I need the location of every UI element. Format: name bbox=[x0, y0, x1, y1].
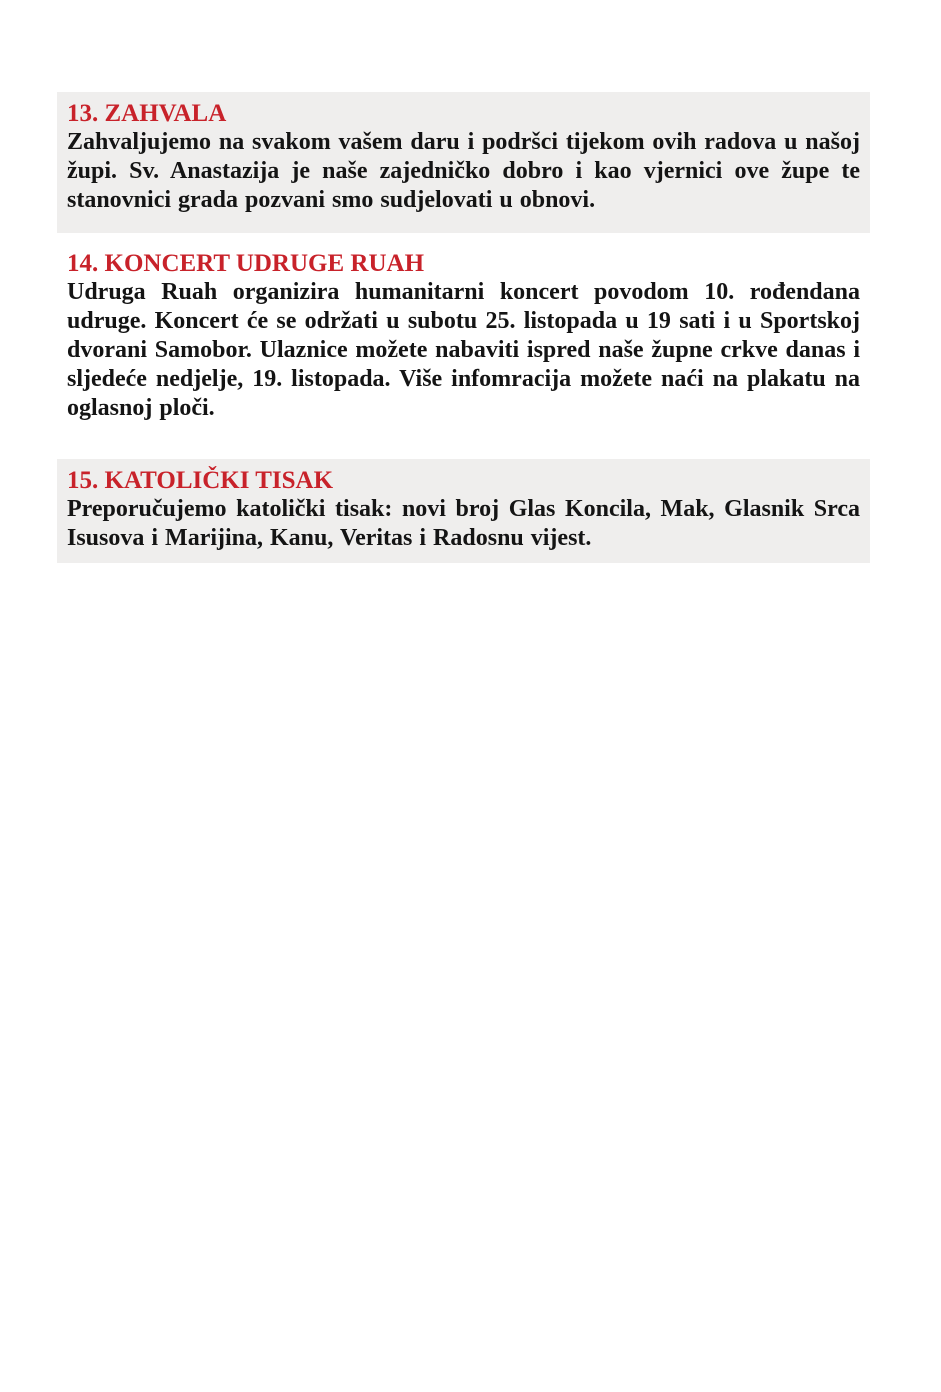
section-koncert-heading: 14. KONCERT UDRUGE RUAH bbox=[67, 250, 425, 277]
section-katolicki-tisak bbox=[57, 459, 870, 563]
section-tisak-body: Preporučujemo katolički tisak: novi broj Glas Koncila, Mak, Glasnik Srca Isusova i Marijina, Kanu, Veritas i Radosnu vijest. bbox=[67, 496, 860, 551]
section-koncert-udruge-ruah bbox=[57, 242, 870, 441]
section-tisak-heading: 15. KATOLIČKI TISAK bbox=[67, 467, 334, 494]
announcements-list bbox=[57, 92, 870, 563]
section-zahvala bbox=[57, 92, 870, 233]
section-zahvala-body: Zahvaljujemo na svakom vašem daru i podršci tijekom ovih radova u našoj župi. Sv. Anastazija je naše zajedničko dobro i kao vjernici ove župe te stanovnici grada pozvani smo sudjelovati u obnovi. bbox=[67, 129, 860, 213]
section-koncert-body: Udruga Ruah organizira humanitarni koncert povodom 10. rođendana udruge. Koncert će se održati u subotu 25. listopada u 19 sati i u Sportskoj dvorani Samobor. Ulaznice možete nabaviti ispred naše župne crkve danas i sljedeće nedjelje, 19. listopada. Više infomracija možete naći na plakatu na oglasnoj ploči. bbox=[67, 279, 860, 421]
section-zahvala-heading: 13. ZAHVALA bbox=[67, 100, 227, 127]
